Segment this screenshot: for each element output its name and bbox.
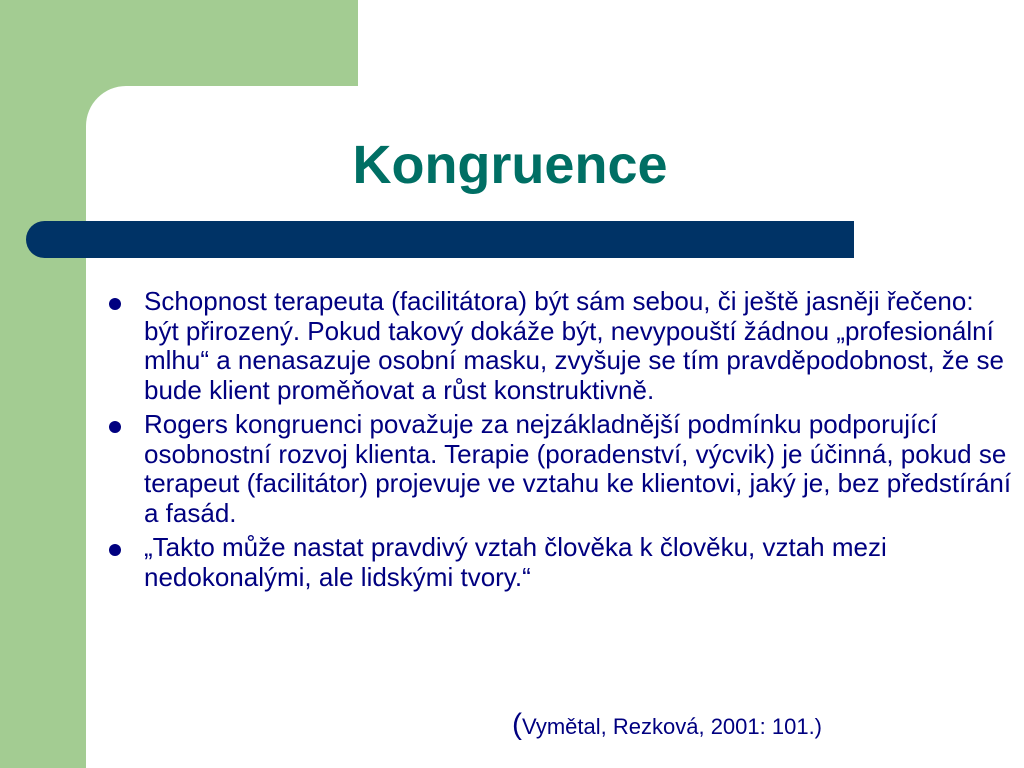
title-underline-bar [26, 221, 854, 258]
bullet-item [106, 410, 1014, 528]
citation-text: Vymětal, Rezková, 2001: 101.) [522, 714, 823, 739]
slide-title: Kongruence [352, 135, 668, 195]
bullet-dot-icon [109, 421, 121, 433]
bullet-list [106, 287, 1014, 597]
bullet-dot-icon [109, 298, 121, 310]
citation-open-paren: ( [512, 708, 522, 741]
bullet-item [106, 287, 1014, 405]
bullet-dot-icon [109, 544, 121, 556]
citation [512, 708, 822, 742]
bullet-text: Rogers kongruenci považuje za nejzákladnější podmínku podporující osobnostní rozvoj klienta. Terapie (poradenství, výcvik) je účinná, pokud se terapeut (facilitátor) projevuje ve vztahu ke klientovi, jaký je, bez předstírání a fasád. [144, 409, 1012, 528]
bullet-item [106, 533, 1014, 592]
bullet-text: „Takto může nastat pravdivý vztah člověka k člověku, vztah mezi nedokonalými, ale lidskými tvory.“ [144, 532, 887, 592]
bullet-text: Schopnost terapeuta (facilitátora) být sám sebou, či ještě jasněji řečeno: být přirozený. Pokud takový dokáže být, nevypouští žádnou „profesionální mlhu“ a nenasazuje osobní masku, zvyšuje se tím pravděpodobnost, že se bude klient proměňovat a růst konstruktivně. [144, 286, 1004, 405]
